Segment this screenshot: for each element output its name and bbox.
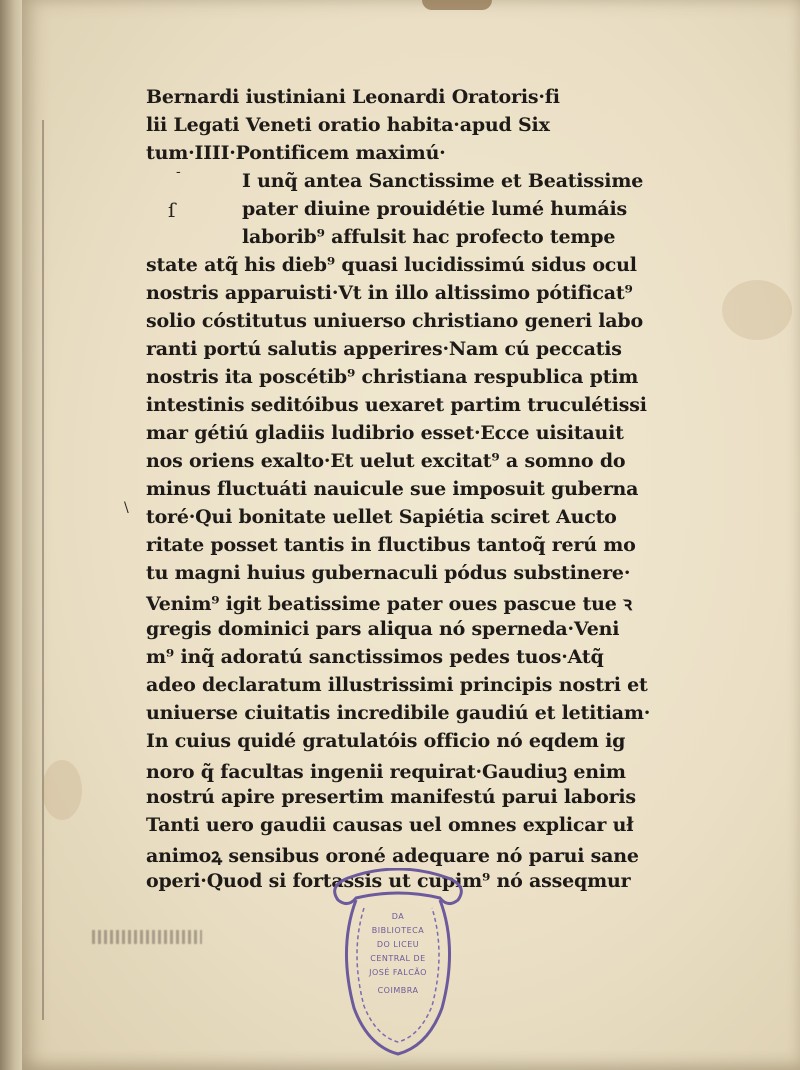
text-line: intestinis seditóibus uexaret partim truculétissi bbox=[146, 394, 647, 416]
stamp-text: COIMBRA bbox=[377, 986, 419, 995]
foxing-stain bbox=[42, 760, 82, 820]
text-line: m⁹ inq̃ adoratú sanctissimos pedes tuos·Atq̃ bbox=[146, 646, 604, 668]
text-line: animoꝝ sensibus oroné adequare nó parui sane bbox=[146, 845, 639, 867]
text-line: operi·Quod si fortassis ut cupim⁹ nó asseqmur bbox=[146, 870, 631, 892]
stamp-text: JOSÉ FALCÃO bbox=[369, 968, 427, 977]
text-line: Bernardi iustiniani Leonardi Oratoris·fi bbox=[146, 86, 560, 108]
text-line: tu magni huius gubernaculi pódus substinere· bbox=[146, 562, 631, 584]
text-line: tum·IIII·Pontificem maximú· bbox=[146, 142, 446, 164]
gutter-fold bbox=[42, 120, 44, 1020]
text-line: ranti portú salutis apperires·Nam cú peccatis bbox=[146, 338, 622, 360]
text-line: ritate posset tantis in fluctibus tantoq̃ rerú mo bbox=[146, 534, 636, 556]
stray-ink-mark: \ bbox=[124, 500, 129, 516]
ink-smudge bbox=[92, 930, 202, 944]
text-line: adeo declaratum illustrissimi principis nostri et bbox=[146, 674, 648, 696]
text-line: nostris apparuisti·Vt in illo altissimo pótificat⁹ bbox=[146, 282, 633, 304]
text-line: pater diuine prouidétie lumé humáis bbox=[242, 198, 628, 220]
text-line: noro q̃ facultas ingenii requirat·Gaudiuꝫ enim bbox=[146, 761, 626, 783]
text-line: lii Legati Veneti oratio habita·apud Six bbox=[146, 114, 550, 136]
text-line: toré·Qui bonitate uellet Sapiétia sciret Aucto bbox=[146, 506, 617, 528]
stamp-text: DO LICEU bbox=[376, 940, 420, 949]
text-line: gregis dominici pars aliqua nó sperneda·Veni bbox=[146, 618, 620, 640]
text-line: mar gétiú gladiis ludibrio esset·Ecce uisitauit bbox=[146, 422, 624, 444]
foxing-stain bbox=[722, 280, 792, 340]
text-line: In cuius quidé gratulatóis officio nó eqdem ig bbox=[146, 730, 626, 752]
text-line: uniuerse ciuitatis incredibile gaudiú et letitiam· bbox=[146, 702, 651, 724]
text-line: nostris ita poscétib⁹ christiana respublica ptim bbox=[146, 366, 639, 388]
text-line: state atq̃ his dieb⁹ quasi lucidissimú sidus ocul bbox=[146, 254, 637, 276]
text-line: Tanti uero gaudii causas uel omnes explicar uł bbox=[146, 814, 634, 836]
text-line: laborib⁹ affulsit hac profecto tempe bbox=[242, 226, 616, 248]
stamp-text: CENTRAL DE bbox=[370, 954, 426, 963]
stray-ink-mark: - bbox=[176, 164, 181, 180]
stamp-text: DA bbox=[391, 912, 405, 921]
text-line: nostrú apire presertim manifestú parui laboris bbox=[146, 786, 636, 808]
library-stamp bbox=[318, 868, 478, 1058]
stamp-text: BIBLIOTECA bbox=[371, 926, 425, 935]
page-edge-stain bbox=[422, 0, 492, 10]
stamp-frame-icon bbox=[318, 868, 478, 1058]
guide-letter: ſ bbox=[168, 198, 176, 222]
text-line: minus fluctuáti nauicule sue imposuit guberna bbox=[146, 478, 639, 500]
text-line: nos oriens exalto·Et uelut excitat⁹ a somno do bbox=[146, 450, 626, 472]
text-line: I unq̃ antea Sanctissime et Beatissime bbox=[242, 170, 644, 192]
text-line: solio cóstitutus uniuerso christiano generi labo bbox=[146, 310, 643, 332]
text-line: Venim⁹ igit beatissime pater oues pascue tue ꝛ bbox=[146, 593, 632, 615]
